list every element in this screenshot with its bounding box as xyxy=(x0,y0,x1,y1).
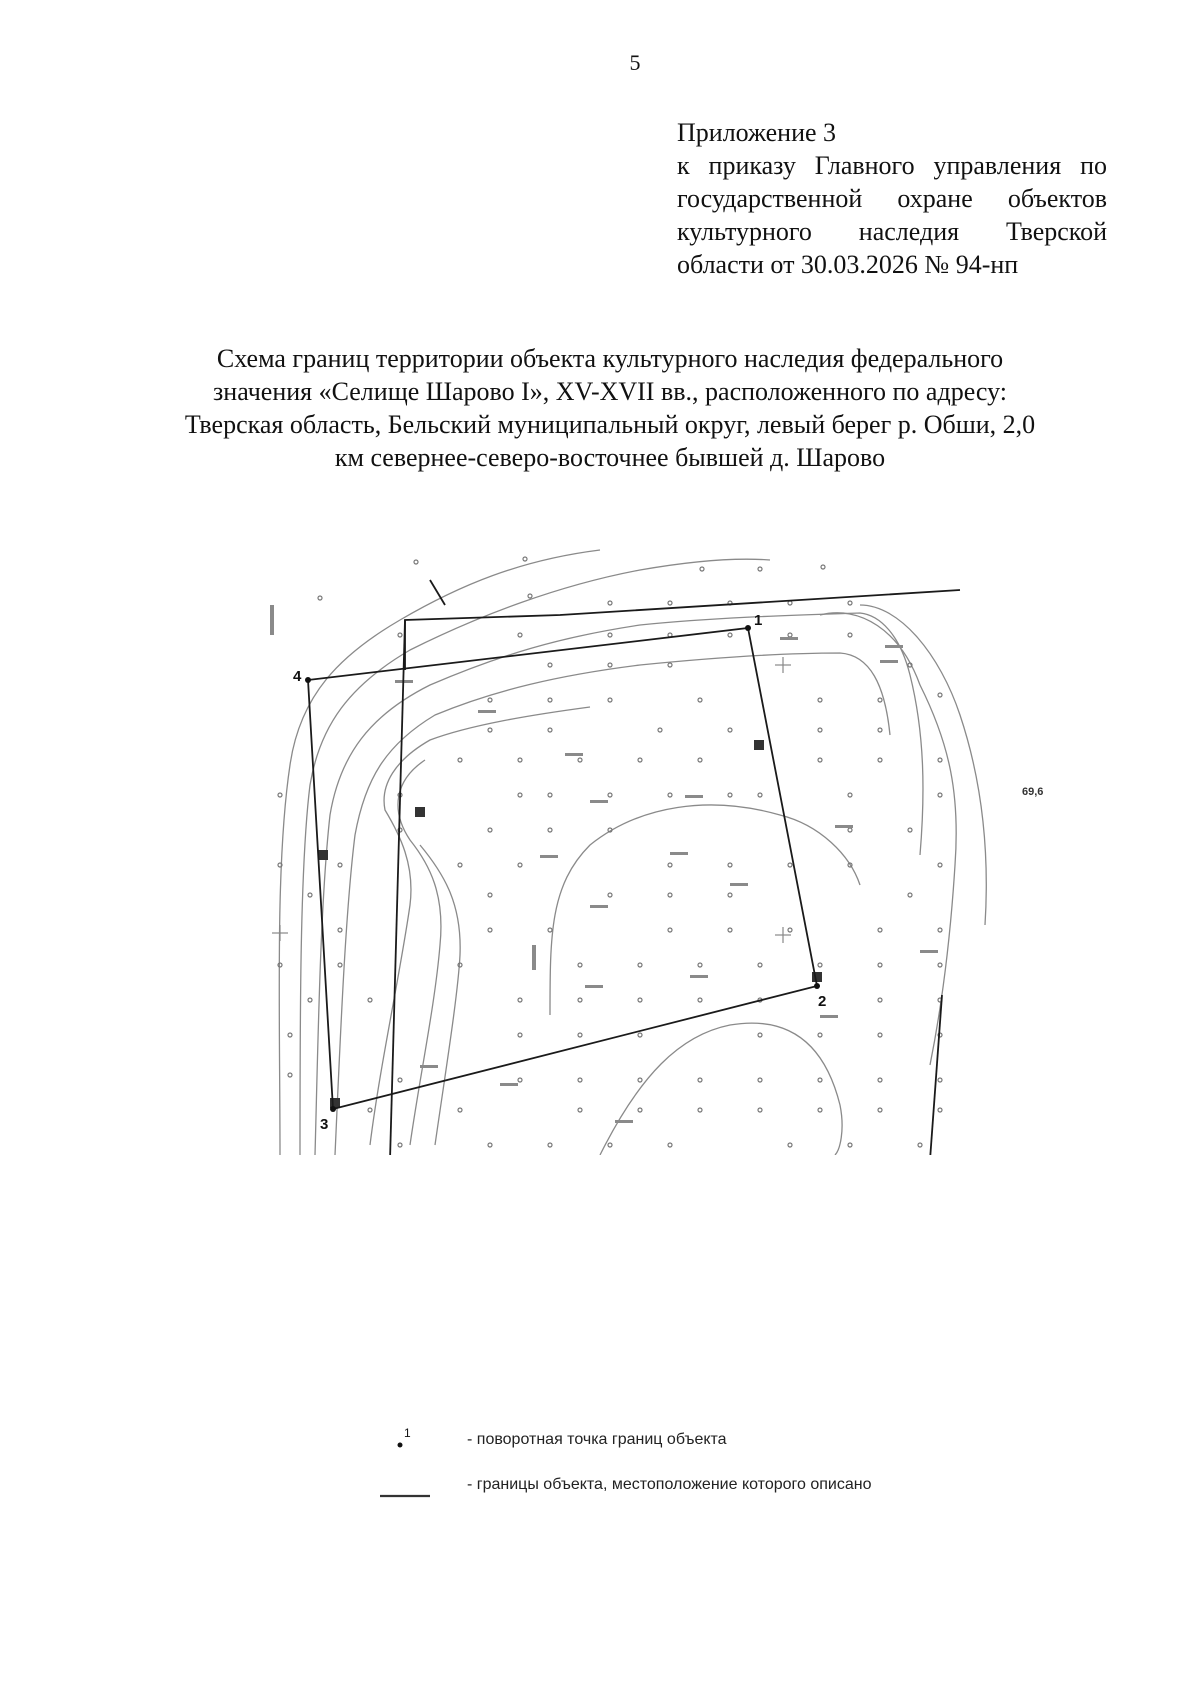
map-label-east: 69,6 xyxy=(1022,786,1044,798)
title-line: км севернее-северо-восточнее бывшей д. Шарово xyxy=(334,443,886,472)
turning-point-label: 4 xyxy=(293,668,302,685)
appendix-line: области от 30.03.2026 № 94-нп xyxy=(677,250,1019,279)
turning-points xyxy=(293,612,826,1133)
object-boundary xyxy=(308,628,817,1109)
grid-crosses xyxy=(272,657,791,943)
appendix-reference xyxy=(677,116,1107,281)
elevation-points xyxy=(278,557,942,1147)
legend-item-boundary xyxy=(380,1470,980,1500)
boundary-line-symbol xyxy=(380,1470,440,1500)
turning-point-marker xyxy=(814,983,820,989)
title-line: Тверская область, Бельский муниципальный округ, левый берег р. Обши, 2,0 xyxy=(184,410,1036,439)
turning-point-symbol xyxy=(380,1425,440,1455)
document-title xyxy=(130,342,1090,474)
turning-point-label: 2 xyxy=(818,993,827,1010)
legend-symbol-label: 1 xyxy=(404,1426,411,1440)
turning-point-marker xyxy=(305,677,311,683)
boundary-scheme-map xyxy=(260,545,1060,1155)
legend-item-turning-point xyxy=(380,1425,980,1455)
turning-point-label: 1 xyxy=(754,612,763,629)
turning-point-marker xyxy=(330,1106,336,1112)
appendix-line: культурного наследия Тверской xyxy=(677,217,1107,246)
appendix-line: к приказу Главного управления по xyxy=(677,151,1107,180)
turning-point-label: 3 xyxy=(320,1116,329,1133)
title-line: значения «Селище Шарово I», XV-XVII вв., расположенного по адресу: xyxy=(213,377,1007,406)
legend-text: - поворотная точка границ объекта xyxy=(467,1431,727,1448)
title-line: Схема границ территории объекта культурного наследия федерального xyxy=(216,344,1004,373)
elevation-annotations xyxy=(270,605,938,1123)
page-number: 5 xyxy=(629,50,641,75)
appendix-line: Приложение 3 xyxy=(677,118,837,147)
appendix-line: государственной охране объектов xyxy=(677,184,1107,213)
turning-point-marker xyxy=(745,625,751,631)
legend-text: - границы объекта, местоположение которого описано xyxy=(467,1476,872,1493)
